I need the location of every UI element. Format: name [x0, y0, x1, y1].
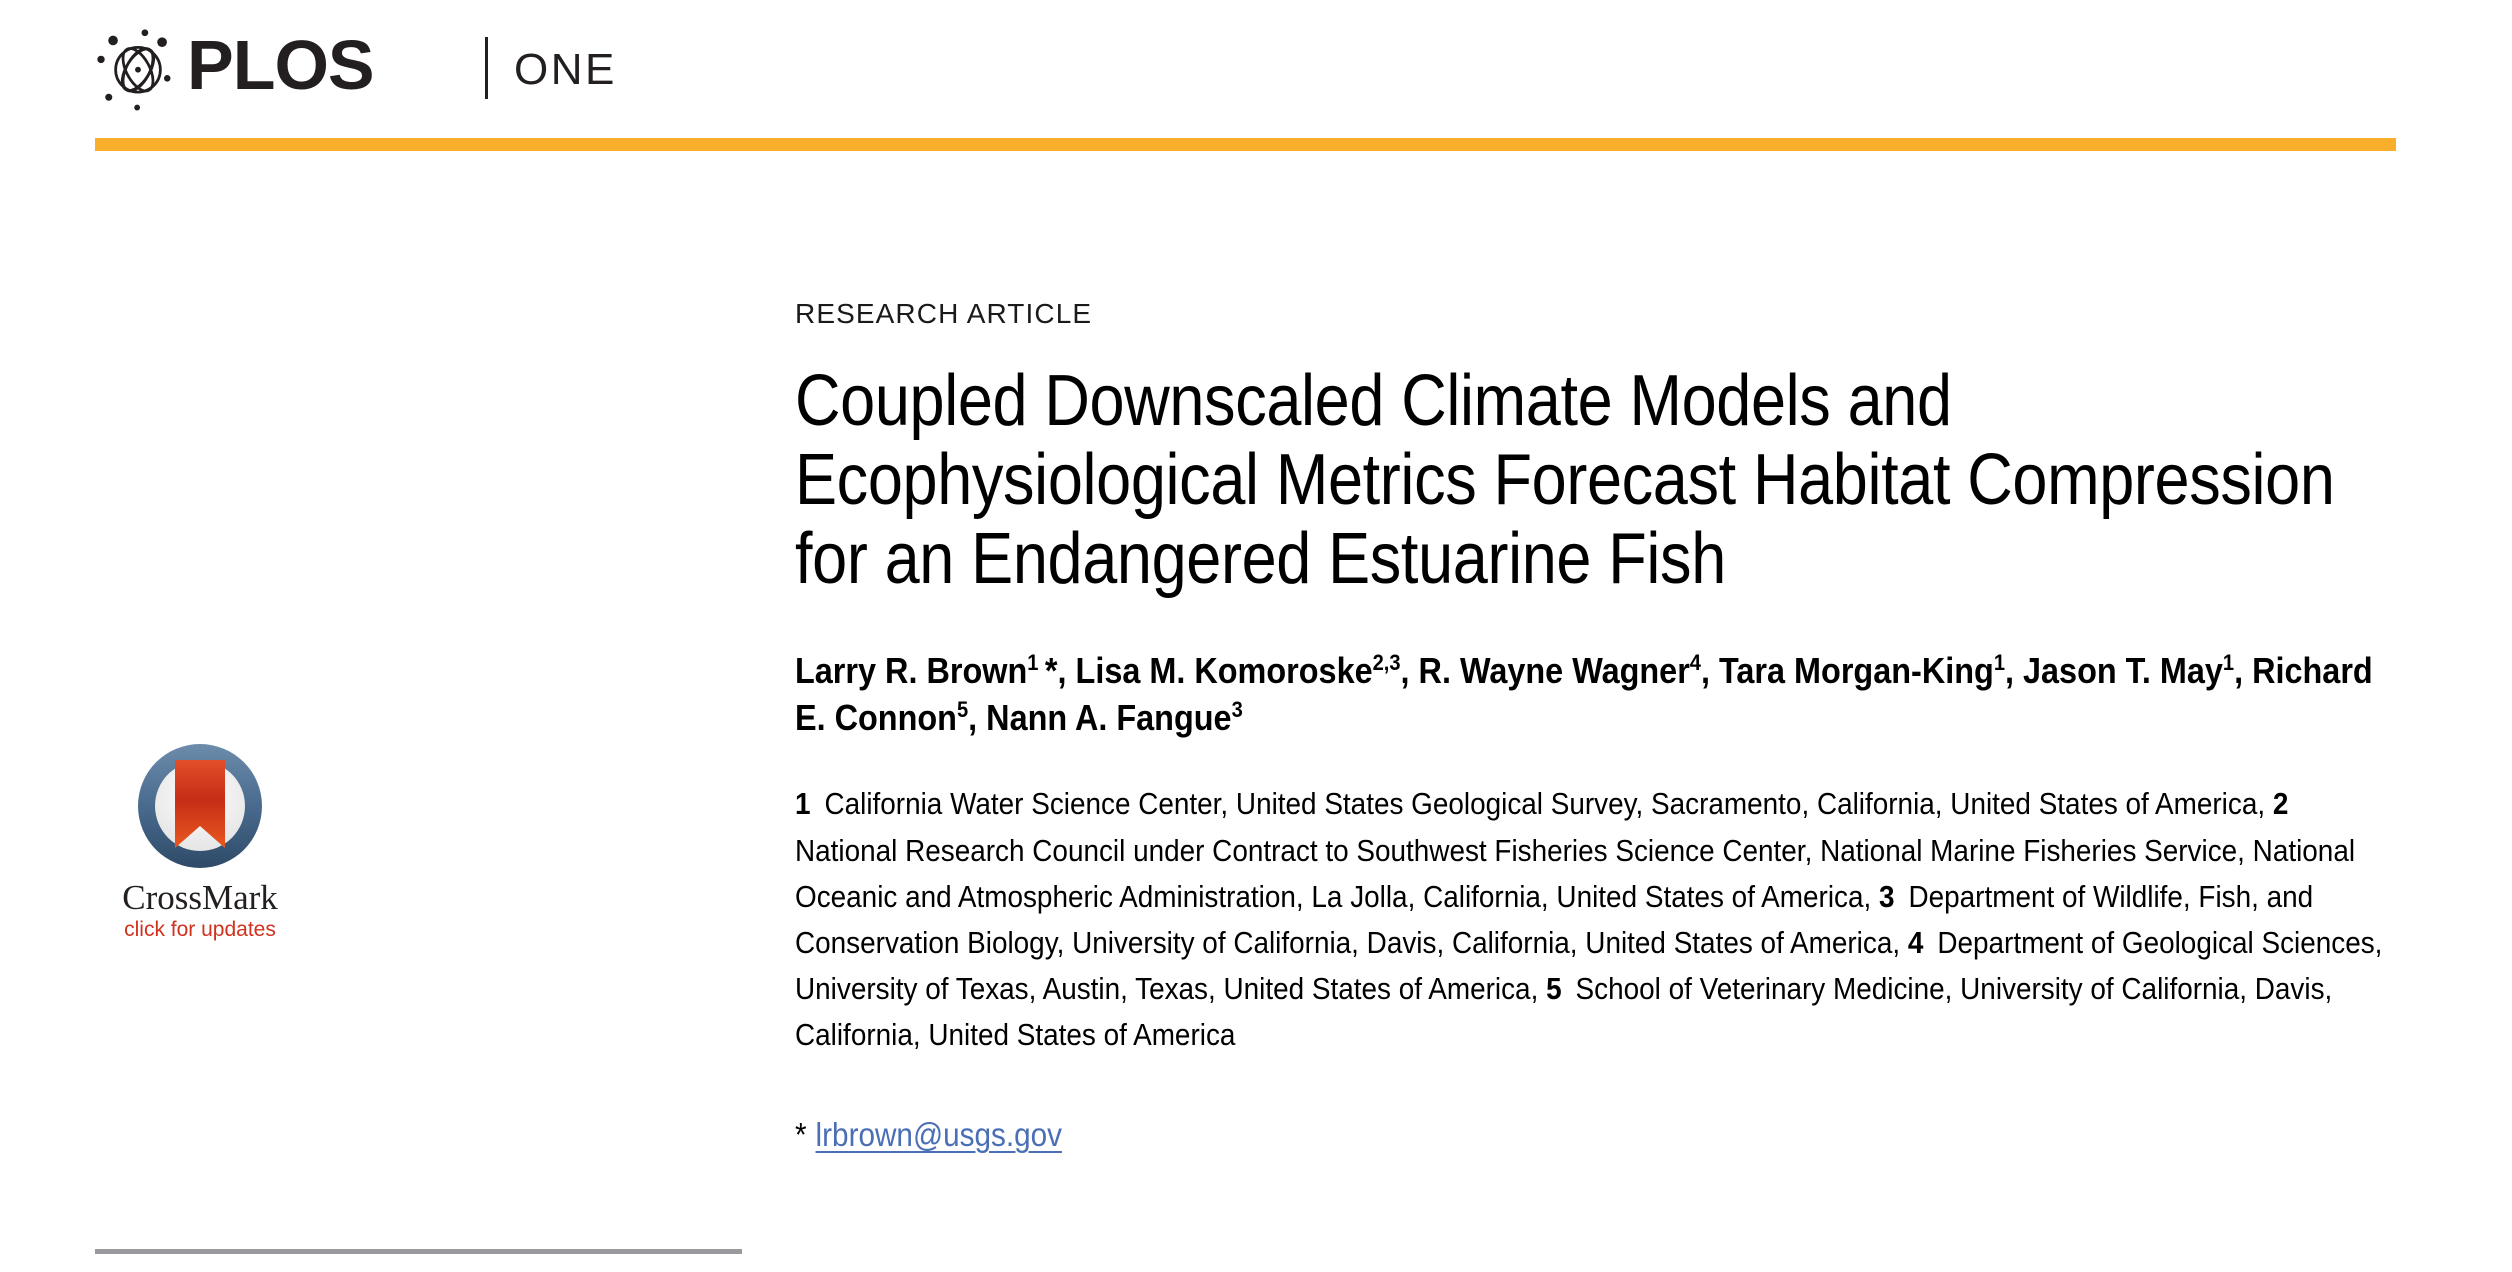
author-name: Nann A. Fangue [986, 696, 1232, 738]
page-title: Coupled Downscaled Climate Models and Ecophysiological Metrics Forecast Habitat Compression for an Endangered Estuarine Fish [795, 361, 2335, 600]
journal-name-icon [514, 48, 650, 94]
author-name: Richard E. Connon [795, 649, 2373, 738]
header-accent-rule [95, 138, 2396, 151]
author-affiliation-marker: 3 [1231, 696, 1243, 722]
plos-logo[interactable] [95, 25, 650, 111]
logo-divider [485, 37, 488, 99]
crossmark-label: CrossMark [122, 878, 278, 917]
author-list: Larry R. Brown$^1$ *, Lisa M. Komoroske$^{2,3}$, R. Wayne Wagner$^4$, Tara Morgan-King$^1$, Jason T. May$^1$, Richard E. Connon$^5$, Nann A. Fangue$^3$ [795, 649, 2373, 738]
crossmark-badge-block[interactable] [105, 738, 295, 942]
author-affiliation-marker: 1 [1993, 649, 2005, 675]
corresponding-email-link[interactable]: lrbrown@usgs.gov [815, 1115, 1062, 1153]
plos-atom-icon [95, 25, 181, 111]
crossmark-icon[interactable] [130, 738, 270, 878]
author-name: Larry R. Brown [795, 649, 1028, 691]
author-affiliation-marker: 1 [2222, 649, 2235, 675]
affiliation-text: Department of Wildlife, Fish, and Conservation Biology, University of California, Davis, California, United States of America, [795, 878, 2314, 960]
corresponding-marker: * [795, 1115, 807, 1153]
author-name: Lisa M. Komoroske [1075, 649, 1373, 691]
svg-text:ONE: ONE [514, 48, 617, 94]
affiliation-list [795, 781, 2401, 1058]
article-header [795, 300, 2401, 1154]
affiliation-number: 3 [1879, 878, 1895, 914]
author-name: R. Wayne Wagner [1418, 649, 1690, 691]
plos-wordmark [187, 25, 455, 111]
corresponding-author-marker: * [1038, 649, 1058, 691]
corresponding-author-line [795, 1115, 2240, 1155]
affiliation-number: 5 [1546, 971, 1562, 1007]
svg-text:PLOS: PLOS [187, 33, 374, 103]
author-affiliation-marker: 1 [1027, 649, 1039, 675]
author-affiliation-marker: 5 [956, 696, 969, 722]
plos-wordmark-icon [187, 33, 455, 103]
author-name: Jason T. May [2023, 649, 2223, 691]
author-affiliation-marker: 2,3 [1372, 649, 1401, 675]
journal-name [514, 22, 650, 114]
plos-masthead[interactable] [95, 18, 650, 118]
left-column-divider [95, 1249, 742, 1254]
article-type-kicker: RESEARCH ARTICLE [795, 298, 1093, 329]
affiliation-text: Department of Geological Sciences, University of Texas, Austin, Texas, United States of America, [795, 924, 2383, 1007]
crossmark-sublabel[interactable]: click for updates [124, 917, 276, 941]
affiliation-text: School of Veterinary Medicine, University of California, Davis, California, United States of America [795, 971, 2333, 1053]
affiliation-number: 4 [1907, 924, 1924, 960]
affiliation-number: 1 [795, 786, 811, 822]
affiliation-text: California Water Science Center, United States Geological Survey, Sacramento, California, United States of America, [810, 786, 2266, 822]
author-affiliation-marker: 4 [1689, 649, 1701, 675]
affiliation-text: National Research Council under Contract to Southwest Fisheries Science Center, National Marine Fisheries Service, National Oceanic and Atmospheric Administration, La Jolla, California, United States of America, [795, 786, 2356, 914]
author-name: Tara Morgan-King [1719, 649, 1994, 691]
affiliation-number: 2 [2272, 786, 2289, 822]
